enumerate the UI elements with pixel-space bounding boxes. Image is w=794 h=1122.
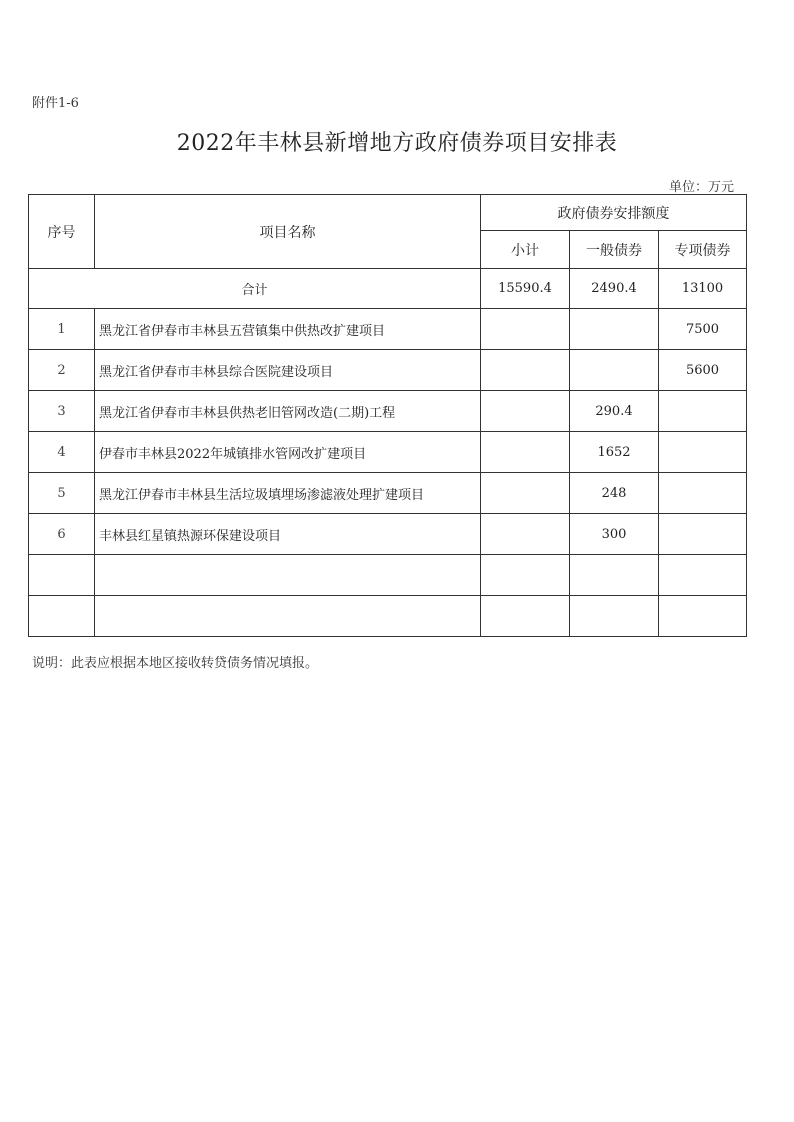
row-subtotal — [481, 432, 570, 473]
header-general-bond: 一般债券 — [570, 231, 659, 269]
table-row — [29, 350, 747, 391]
row-project-name: 黑龙江省伊春市丰林县供热老旧管网改造(二期)工程 — [95, 391, 481, 432]
page-title: 2022年丰林县新增地方政府债券项目安排表 — [176, 131, 618, 156]
header-project-name: 项目名称 — [95, 195, 481, 269]
row-seq — [29, 555, 95, 596]
table-row — [29, 391, 747, 432]
row-special — [659, 514, 747, 555]
row-special: 7500 — [659, 309, 747, 350]
row-project-name: 黑龙江省伊春市丰林县综合医院建设项目 — [95, 350, 481, 391]
row-seq: 1 — [29, 309, 95, 350]
debt-table — [28, 194, 747, 637]
table-row-empty — [29, 596, 747, 637]
row-subtotal — [481, 596, 570, 637]
row-special — [659, 391, 747, 432]
row-seq: 5 — [29, 473, 95, 514]
row-special — [659, 596, 747, 637]
row-special — [659, 555, 747, 596]
row-general: 248 — [570, 473, 659, 514]
row-seq — [29, 596, 95, 637]
table-row — [29, 432, 747, 473]
row-project-name — [95, 555, 481, 596]
row-general: 300 — [570, 514, 659, 555]
attachment-label: 附件1-6 — [32, 96, 79, 111]
header-seq: 序号 — [29, 195, 95, 269]
header-bond-allocation: 政府债券安排额度 — [481, 195, 747, 231]
header-special-bond: 专项债券 — [659, 231, 747, 269]
row-general: 290.4 — [570, 391, 659, 432]
row-subtotal — [481, 350, 570, 391]
total-row — [29, 269, 747, 309]
row-seq: 4 — [29, 432, 95, 473]
row-seq: 3 — [29, 391, 95, 432]
footnote: 说明：此表应根据本地区接收转贷债务情况填报。 — [32, 656, 319, 671]
total-subtotal: 15590.4 — [481, 269, 570, 309]
row-project-name: 丰林县红星镇热源环保建设项目 — [95, 514, 481, 555]
table-row — [29, 309, 747, 350]
row-special: 5600 — [659, 350, 747, 391]
row-special — [659, 473, 747, 514]
row-seq: 6 — [29, 514, 95, 555]
row-project-name: 伊春市丰林县2022年城镇排水管网改扩建项目 — [95, 432, 481, 473]
row-subtotal — [481, 514, 570, 555]
row-subtotal — [481, 309, 570, 350]
unit-label: 单位：万元 — [668, 180, 734, 195]
total-label: 合计 — [29, 269, 481, 309]
total-special: 13100 — [659, 269, 747, 309]
row-project-name — [95, 596, 481, 637]
header-subtotal: 小计 — [481, 231, 570, 269]
row-general — [570, 596, 659, 637]
row-general — [570, 555, 659, 596]
total-general: 2490.4 — [570, 269, 659, 309]
row-seq: 2 — [29, 350, 95, 391]
row-project-name: 黑龙江省伊春市丰林县五营镇集中供热改扩建项目 — [95, 309, 481, 350]
row-special — [659, 432, 747, 473]
row-subtotal — [481, 391, 570, 432]
table-row — [29, 514, 747, 555]
row-subtotal — [481, 473, 570, 514]
table-row-empty — [29, 555, 747, 596]
row-general: 1652 — [570, 432, 659, 473]
row-general — [570, 350, 659, 391]
row-general — [570, 309, 659, 350]
row-project-name: 黑龙江伊春市丰林县生活垃圾填埋场渗滤液处理扩建项目 — [95, 473, 481, 514]
table-row — [29, 473, 747, 514]
row-subtotal — [481, 555, 570, 596]
